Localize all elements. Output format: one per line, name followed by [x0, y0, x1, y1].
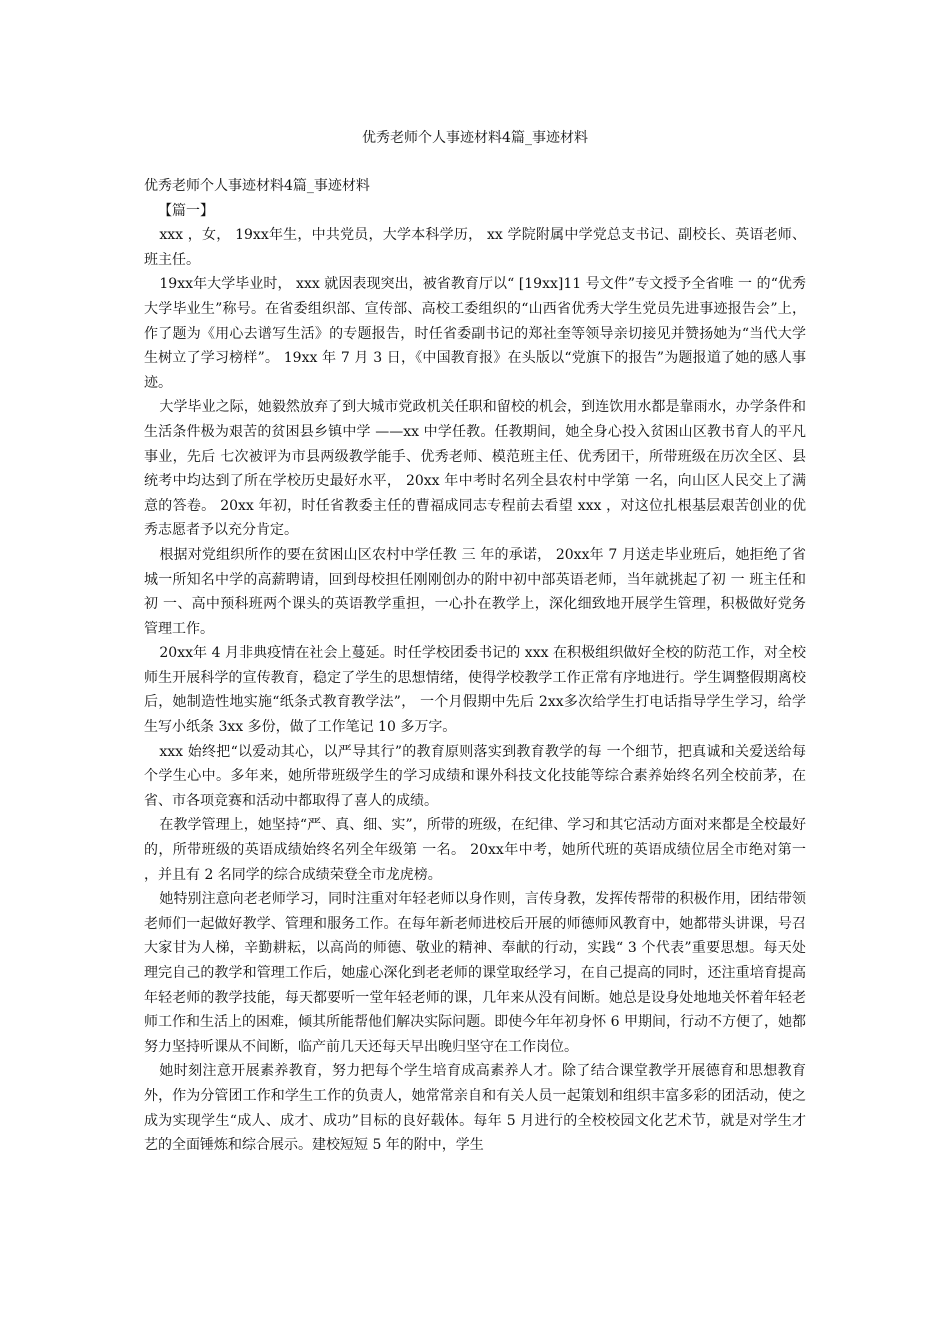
- paragraph-2: 19xx年大学毕业时， xxx 就因表现突出，被省教育厅以“ [19xx]11 号文件”专文授予全省唯 一 的“优秀大学毕业生”称号。在省委组织部、宣传部、高校工委组织的“山西省优秀大学生党员先进事迹报告会”上，作了题为《用心去谱写生活》的专题报告，时任省委副书记的郑社奎等领导亲切接见并赞扬她为“当代大学生树立了学习榜样”。 19xx 年 7 月 3 日，《中国教育报》在头版以“党旗下的报告”为题报道了她的感人事迹。: [144, 276, 806, 391]
- paragraph-8: 她特别注意向老老师学习，同时注重对年轻老师以身作则，言传身教，发挥传帮带的积极作用，团结带领老师们一起做好教学、管理和服务工作。在每年新老师进校后开展的师德师风教育中，她都带头讲课，号召大家甘为人梯，辛勤耕耘，以高尚的师德、敬业的精神、奉献的行动，实践“ 3 个代表”重要思想。每天处理完自己的教学和管理工作后，她虚心深化到老老师的课堂取经学习，在自己提高的同时，还注重培育提高年轻老师的教学技能，每天都要听一堂年轻老师的课，几年来从没有间断。她总是设身处地地关怀着年轻老师工作和生活上的困难，倾其所能帮他们解决实际问题。即使今年年初身怀 6 甲期间，行动不方便了，她都努力坚持听课从不间断，临产前几天还每天早出晚归坚守在工作岗位。: [144, 891, 806, 1055]
- paragraph-4: 根据对党组织所作的要在贫困山区农村中学任教 三 年的承诺， 20xx年 7 月送走毕业班后，她拒绝了省城一所知名中学的高薪聘请，回到母校担任刚刚创办的附中初中部英语老师，当年就挑起了初 一 班主任和初 一、高中预科班两个课头的英语教学重担，一心扑在教学上，深化细致地开展学生管理，积极做好党务管理工作。: [144, 546, 806, 637]
- document-title: 优秀老师个人事迹材料4篇_事迹材料: [362, 130, 588, 146]
- paragraph-9: 她时刻注意开展素养教育，努力把每个学生培育成高素养人才。除了结合课堂教学开展德育和思想教育外，作为分管团工作和学生工作的负责人，她常常亲自和有关人员一起策划和组织丰富多彩的团活动，使之成为实现学生“成人、成才、成功”目标的良好载体。每年 5 月进行的全校校园文化艺术节，就是对学生才艺的全面锤炼和综合展示。建校短短 5 年的附中，学生: [144, 1063, 806, 1154]
- paragraph-7: 在教学管理上，她坚持“严、真、细、实”，所带的班级，在纪律、学习和其它活动方面对来都是全校最好的，所带班级的英语成绩始终名列全年级第 一名。 20xx年中考，她所代班的英语成绩位居全市绝对第一 ，并且有 2 名同学的综合成绩荣登全市龙虎榜。: [144, 817, 806, 883]
- section-heading: 【篇一】: [158, 202, 214, 219]
- paragraph-6: xxx 始终把“以爱动其心，以严导其行”的教育原则落实到教育教学的每 一个细节，把真诚和关爱送给每个学生心中。多年来，她所带班级学生的学习成绩和课外科技文化技能等综合素养始终名列全校前茅，在省、市各项竞赛和活动中都取得了喜人的成绩。: [144, 743, 806, 809]
- document-body: [144, 174, 806, 1158]
- paragraph-5: 20xx年 4 月非典疫情在社会上蔓延。时任学校团委书记的 xxx 在积极组织做好全校的防范工作，对全校师生开展科学的宣传教育，稳定了学生的思想情绪，使得学校教学工作正常有序地进行。学生调整假期离校后，她制造性地实施“纸条式教育教学法”， 一个月假期中先后 2xx多次给学生打电话指导学生学习，给学生写小纸条 3xx 多份，做了工作笔记 10 多万字。: [144, 645, 806, 736]
- document-subtitle: 优秀老师个人事迹材料4篇_事迹材料: [144, 178, 370, 194]
- paragraph-1: xxx ，女， 19xx年生，中共党员，大学本科学历， xx 学院附属中学党总支书记、副校长、英语老师、班主任。: [144, 227, 806, 268]
- paragraph-3: 大学毕业之际，她毅然放弃了到大城市党政机关任职和留校的机会，到连饮用水都是靠雨水，办学条件和生活条件极为艰苦的贫困县乡镇中学 ——xx 中学任教。任教期间，她全身心投入贫困山区教书育人的平凡事业，先后 七次被评为市县两级教学能手、优秀老师、模范班主任、优秀团干，所带班级在历次全区、县统考中均达到了所在学校历史最好水平， 20xx 年中考时名列全县农村中学第 一名，向山区人民交上了满意的答卷。 20xx 年初，时任省教委主任的曹福成同志专程前去看望 xxx ，对这位扎根基层艰苦创业的优秀志愿者予以充分肯定。: [144, 399, 806, 539]
